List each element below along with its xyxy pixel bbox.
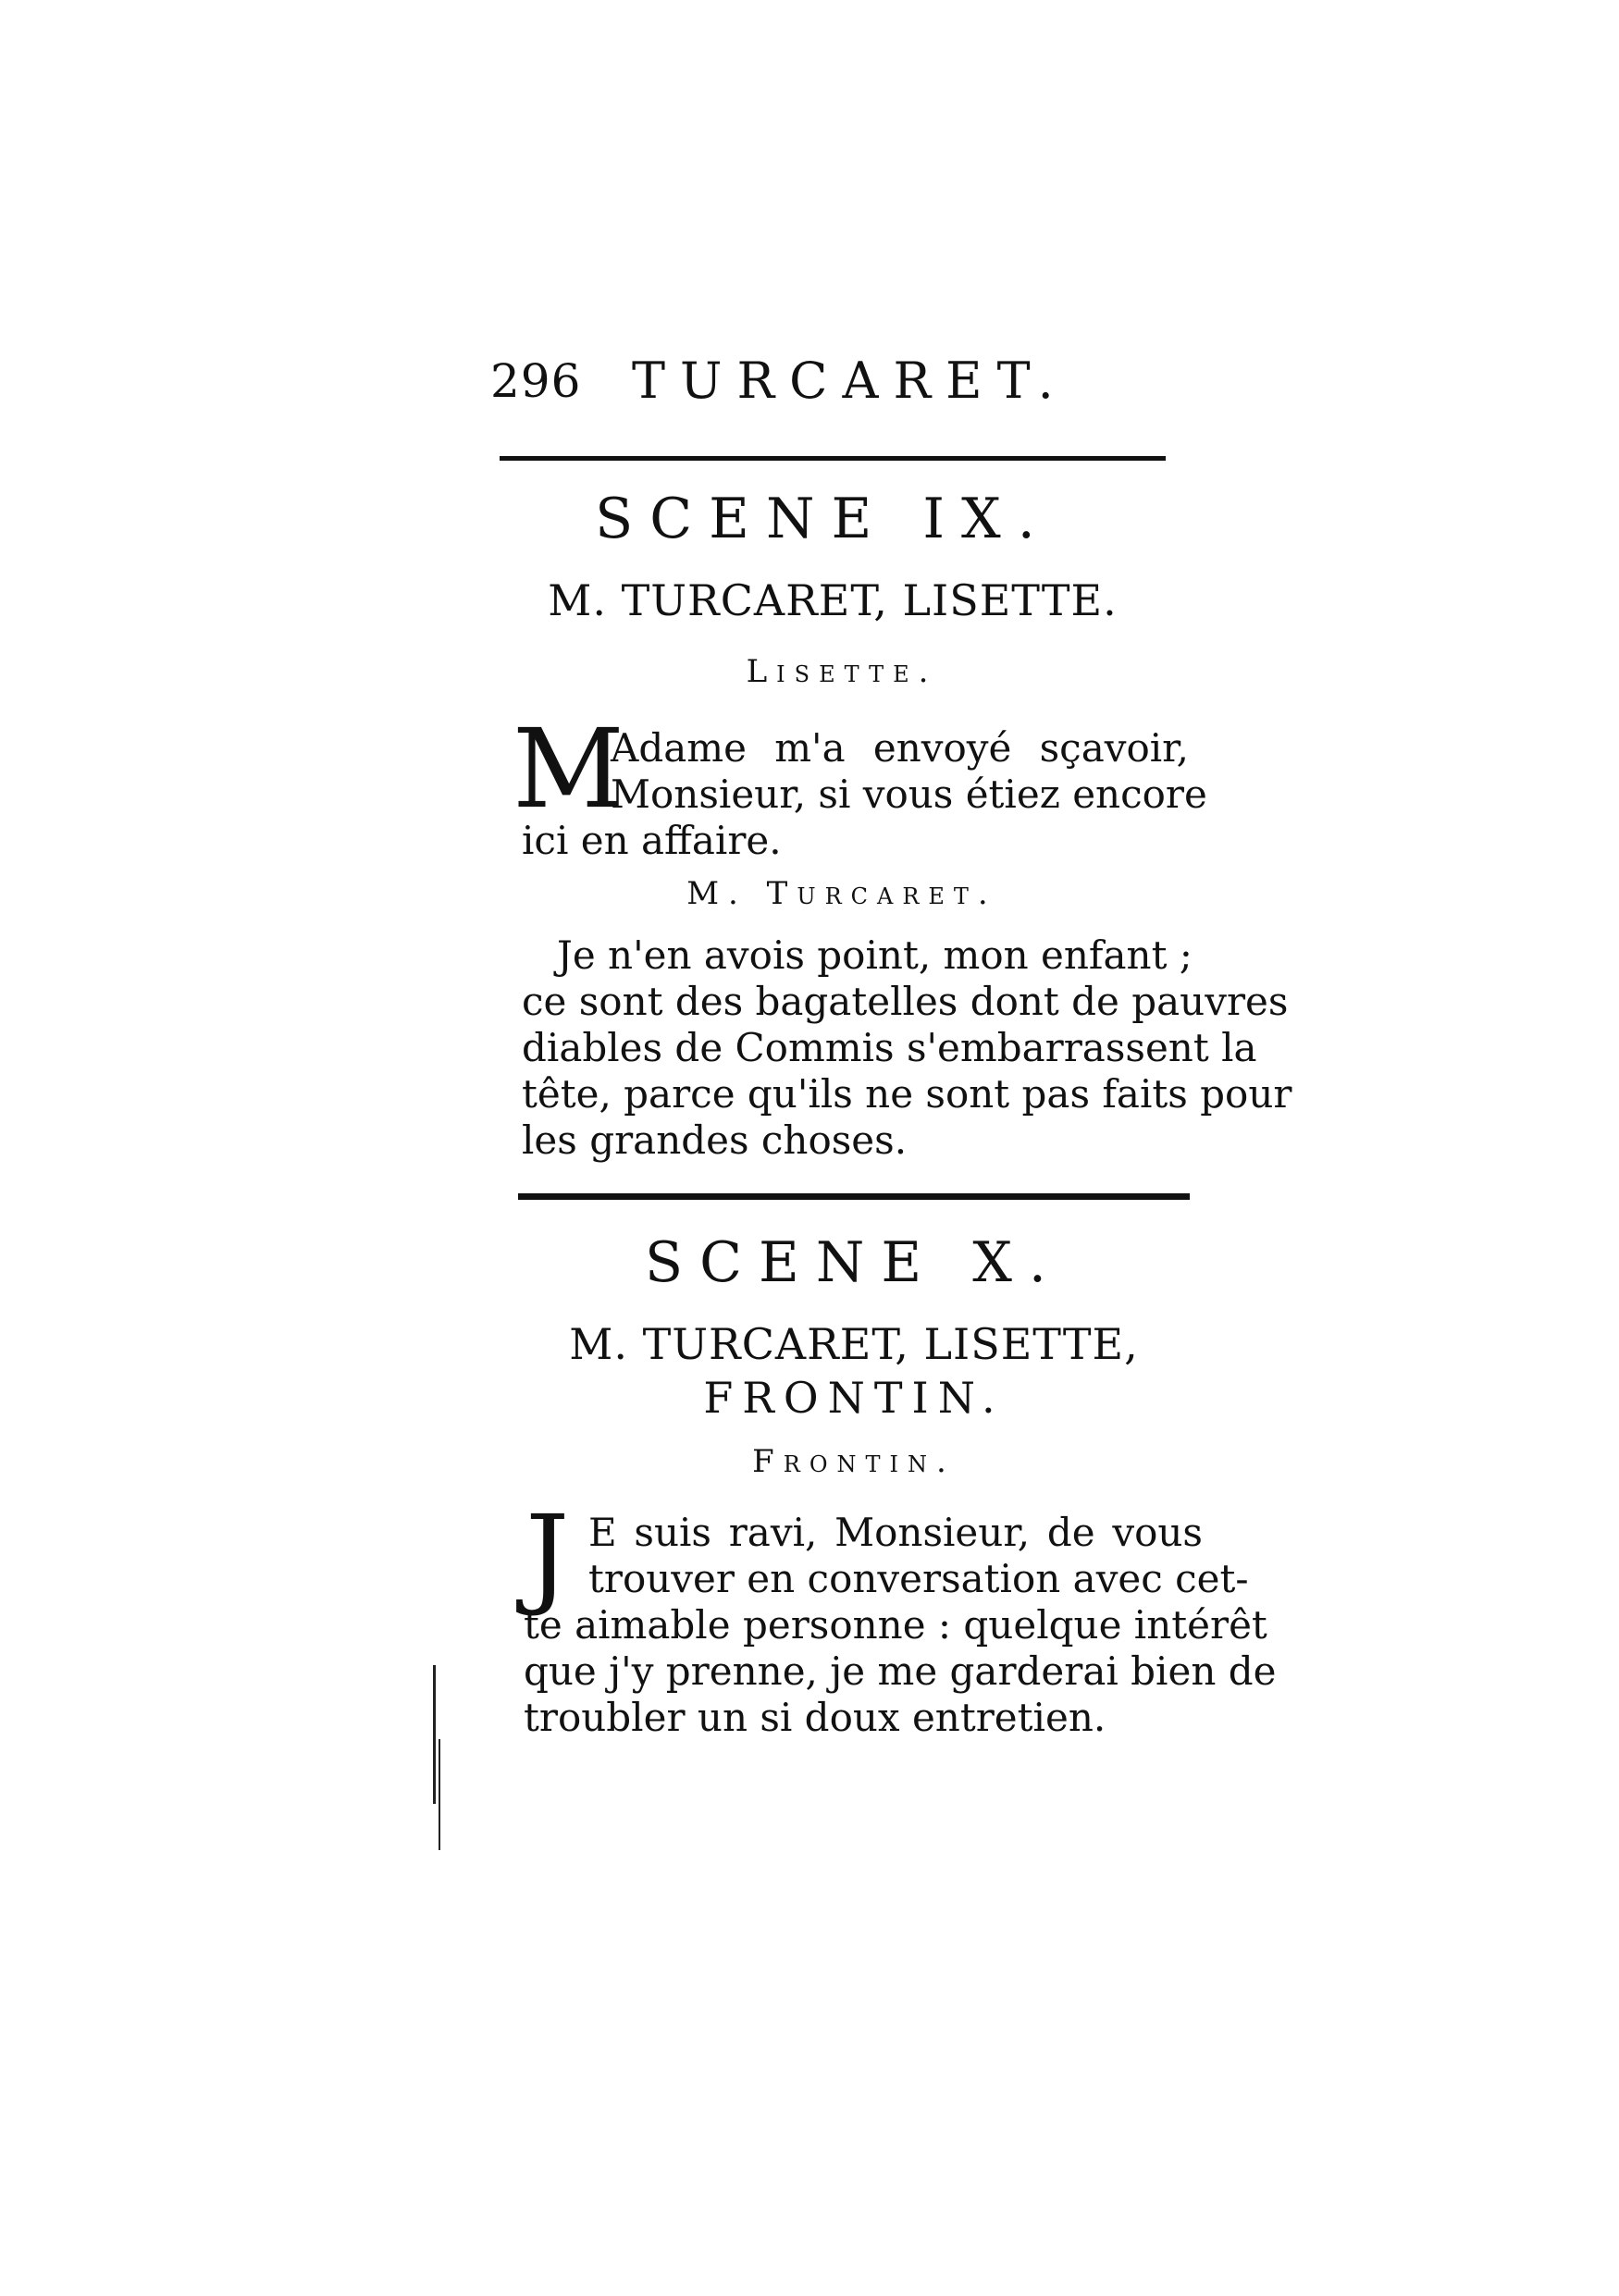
speech-m-turcaret — [522, 932, 1292, 1164]
scene-x-cast-line-2: FRONTIN. — [703, 1373, 1005, 1423]
speech-lisette-head — [611, 725, 1207, 818]
text-line: E suis ravi, Monsieur, de vous — [588, 1510, 1203, 1555]
text-line: Adame m'a envoyé sçavoir, — [611, 725, 1189, 771]
scene-ix-title: SCENE IX. — [595, 487, 1052, 551]
scene-divider-rule — [518, 1193, 1190, 1200]
margin-scan-mark — [433, 1665, 436, 1804]
text-line: te aimable personne : quelque intérêt — [524, 1602, 1267, 1648]
speaker-frontin: Frontin. — [752, 1443, 956, 1480]
page-number: 296 — [490, 354, 582, 408]
text-line: troubler un si doux entretien. — [524, 1695, 1106, 1740]
text-line: trouver en conversation avec cet- — [588, 1556, 1249, 1601]
header-rule — [500, 456, 1166, 461]
text-line: tête, parce qu'ils ne sont pas faits pour — [522, 1071, 1292, 1117]
speech-frontin-head — [588, 1510, 1249, 1602]
text-line: Monsieur, si vous étiez encore — [611, 772, 1207, 817]
text-line: ici en affaire. — [522, 818, 782, 863]
scene-ix-cast: M. TURCARET, LISETTE. — [548, 575, 1118, 625]
text-line: ce sont des bagatelles dont de pauvres — [522, 979, 1289, 1024]
speaker-m-turcaret: M. Turcaret. — [686, 875, 997, 912]
margin-scan-mark — [439, 1739, 440, 1850]
dropcap-j: J — [525, 1491, 570, 1619]
speaker-lisette: Lisette. — [746, 653, 938, 690]
speech-frontin-tail — [524, 1602, 1277, 1741]
scene-x-title: SCENE X. — [645, 1230, 1063, 1295]
text-line: que j'y prenne, je me garderai bien de — [524, 1648, 1277, 1694]
text-line: Je n'en avois point, mon enfant ; — [557, 932, 1193, 978]
text-line: diables de Commis s'embarrassent la — [522, 1025, 1257, 1070]
speech-lisette-tail — [522, 818, 1188, 864]
text-line: les grandes choses. — [522, 1117, 908, 1163]
running-title: TURCARET. — [632, 352, 1069, 410]
dropcap-m: M — [513, 705, 624, 833]
scene-x-cast-line-1: M. TURCARET, LISETTE, — [569, 1319, 1139, 1369]
